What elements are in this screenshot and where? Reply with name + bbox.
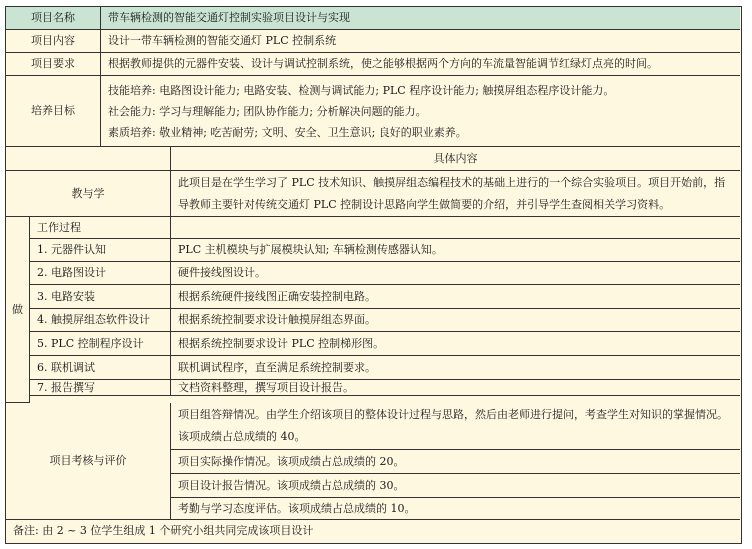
step-detail: 根据系统控制要求设计触摸屏组态界面。 (171, 309, 740, 332)
goal-line: 技能培养: 电路图设计能力; 电路安装、检测与调试能力; PLC 程序设计能力; 触摸屏组态程序设计能力。 (108, 84, 615, 97)
assess-item: 项目设计报告情况。该项成绩占总成绩的 30。 (171, 474, 740, 498)
name-value: 带车辆检测的智能交通灯控制实验项目设计与实现 (101, 7, 740, 30)
requirement-value: 根据教师提供的元器件安装、设计与调试控制系统，使之能够根据两个方向的车流量智能调节红绿灯点亮的时间。 (101, 53, 740, 76)
teach-value: 此项目是在学生学习了 PLC 技术知识、触摸屏组态编程技术的基础上进行的一个综合实验项目。项目开始前，指导教师主要针对传统交通灯 PLC 控制设计思路向学生做简要的介绍，并引导学生查阅相关学习资料。 (171, 171, 740, 217)
step-detail: 根据系统硬件接线图正确安装控制电路。 (171, 285, 740, 309)
assess-label: 项目考核与评价 (6, 403, 171, 520)
goal-line: 社会能力: 学习与理解能力; 团队协作能力; 分析解决问题的能力。 (108, 105, 427, 118)
process-label: 工作过程 (30, 217, 171, 239)
footnote: 备注: 由 2 ~ 3 位学生组成 1 个研究小组共同完成该项目设计 (13, 524, 314, 537)
requirement-label: 项目要求 (6, 53, 101, 76)
step-name: 3. 电路安装 (30, 285, 171, 309)
process-blank (171, 217, 740, 239)
assess-item: 项目实际操作情况。该项成绩占总成绩的 20。 (171, 450, 740, 474)
step-name: 6. 联机调试 (30, 356, 171, 380)
step-name: 1. 元器件认知 (30, 239, 171, 262)
goals-label: 培养目标 (6, 76, 101, 147)
step-detail: 联机调试程序，直至满足系统控制要求。 (171, 356, 740, 380)
project-table (5, 6, 742, 544)
content-label: 项目内容 (6, 30, 101, 53)
step-detail: 硬件接线图设计。 (171, 262, 740, 285)
step-name: 4. 触摸屏组态软件设计 (30, 309, 171, 332)
step-detail: PLC 主机模块与扩展模块认知; 车辆检测传感器认知。 (171, 239, 740, 262)
content-value: 设计一带车辆检测的智能交通灯 PLC 控制系统 (101, 30, 740, 53)
goal-line: 素质培养: 敬业精神; 吃苦耐劳; 文明、安全、卫生意识; 良好的职业素养。 (108, 126, 467, 139)
assess-item: 项目组答辩情况。由学生介绍该项目的整体设计过程与思路，然后由老师进行提问，考查学生对知识的掌握情况。该项成绩占总成绩的 40。 (171, 403, 740, 450)
goals-value (101, 76, 740, 147)
name-label: 项目名称 (6, 7, 101, 30)
step-name: 5. PLC 控制程序设计 (30, 332, 171, 356)
step-name: 2. 电路图设计 (30, 262, 171, 285)
teach-label: 教与学 (6, 171, 171, 217)
step-detail: 文档资料整理，撰写项目设计报告。 (171, 380, 740, 396)
blank-cell (6, 147, 171, 171)
step-detail: 根据系统控制要求设计 PLC 控制梯形图。 (171, 332, 740, 356)
step-name: 7. 报告撰写 (30, 380, 171, 396)
assess-item: 考勤与学习态度评估。该项成绩占总成绩的 10。 (171, 498, 740, 520)
do-label: 做 (6, 217, 30, 403)
detail-header: 具体内容 (171, 147, 740, 171)
